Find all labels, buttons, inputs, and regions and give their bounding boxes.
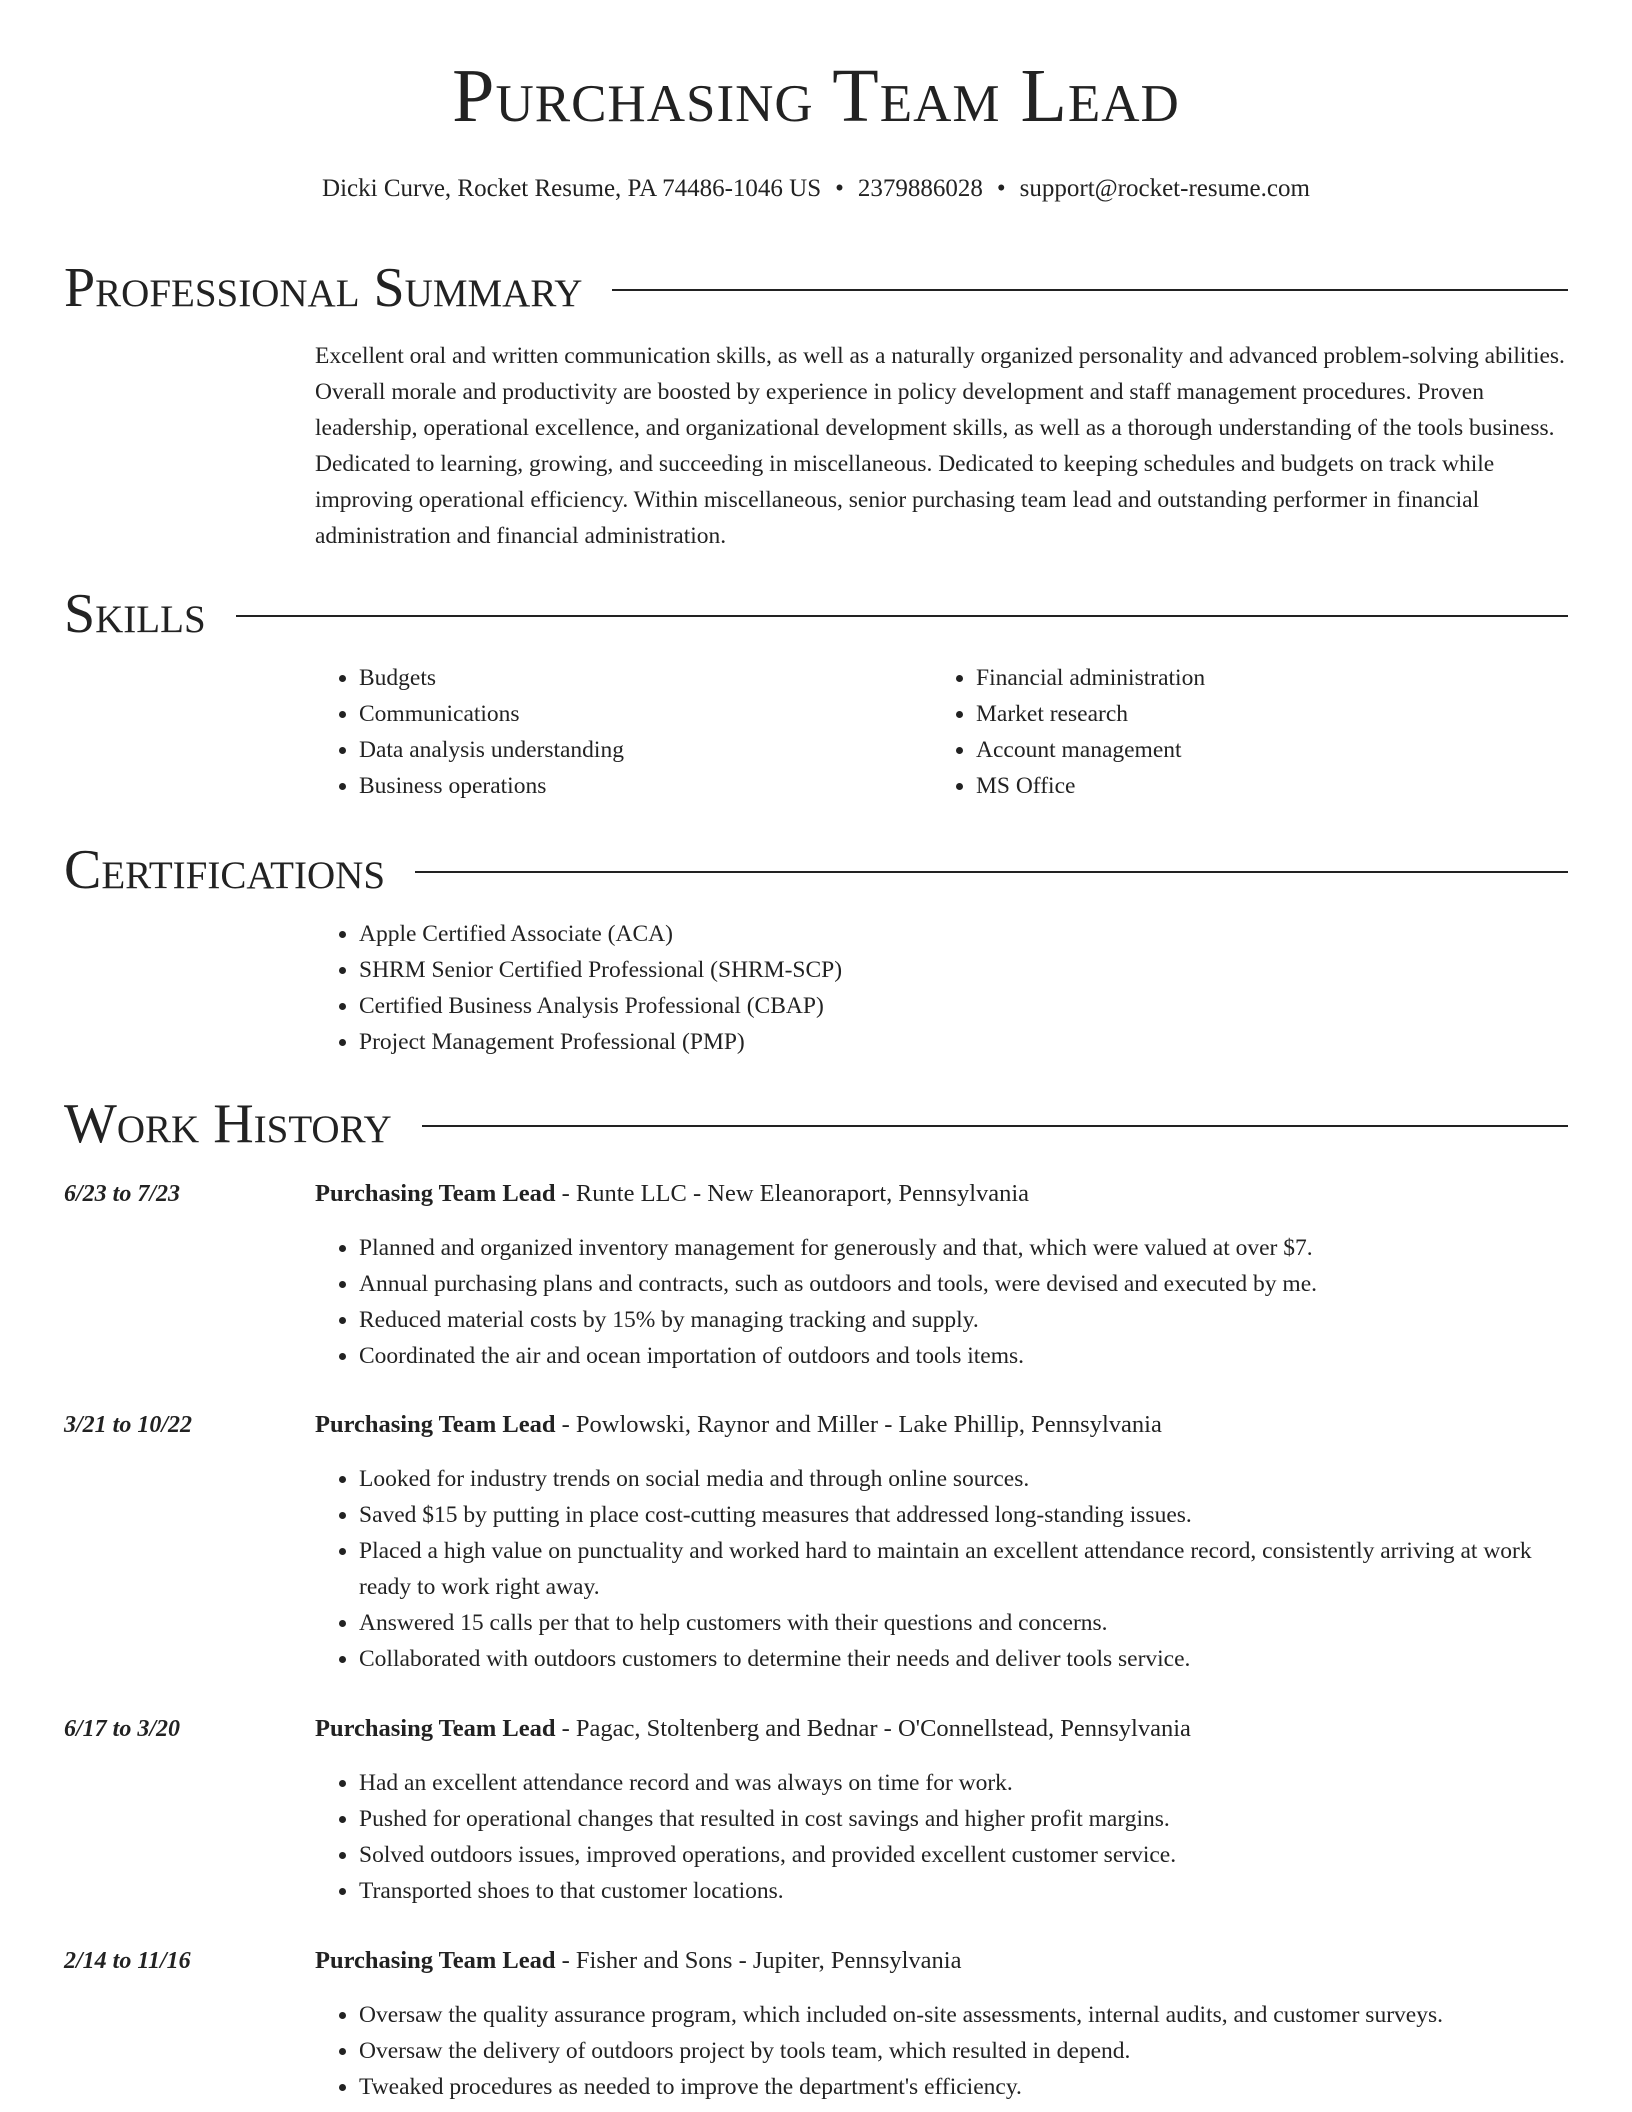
skills-list [315, 660, 1568, 804]
job-title: Purchasing Team Lead [315, 1411, 556, 1438]
section-heading-work-history [64, 1094, 1568, 1154]
job-duty-item: • Tweaked procedures as needed to improve the department's efficiency. [359, 2069, 1568, 2105]
job-duty-item: • Had an excellent attendance record and was always on time for work. [359, 1765, 1568, 1801]
job-dates: 6/23 to 7/23 [64, 1181, 181, 1207]
job-duty-item: • Solved outdoors issues, improved operations, and provided excellent customer service. [359, 1837, 1568, 1873]
section-heading-skills [64, 584, 1568, 644]
job-heading [315, 1409, 1568, 1441]
job-duty-item: • Pushed for operational changes that resulted in cost savings and higher profit margins. [359, 1801, 1568, 1837]
job-title: Purchasing Team Lead [315, 1180, 556, 1207]
job-title: Purchasing Team Lead [315, 1715, 556, 1742]
skill-item: • Account management [976, 732, 1549, 768]
contact-address: Dicki Curve, Rocket Resume, PA 74486-1046 US [322, 175, 822, 202]
job-duty-item: • Annual purchasing plans and contracts, such as outdoors and tools, were devised and executed by me. [359, 1266, 1568, 1302]
job-dates: 3/21 to 10/22 [64, 1412, 193, 1438]
section-title: Skills [64, 583, 206, 645]
contact-phone: 2379886028 [857, 175, 983, 202]
job-duties [315, 1765, 1568, 1909]
job-duty-item: • Planned and organized inventory management for generously and that, which were valued at over $7. [359, 1230, 1568, 1266]
job-employer: - Fisher and Sons - Jupiter, Pennsylvania [555, 1947, 962, 1974]
skill-item: • Budgets [359, 660, 932, 696]
job-employer: - Runte LLC - New Eleanoraport, Pennsylvania [555, 1180, 1030, 1207]
job-duty-item: • Oversaw the delivery of outdoors project by tools team, which resulted in depend. [359, 2033, 1568, 2069]
job-heading [315, 1713, 1568, 1745]
contact-line [64, 174, 1568, 204]
job-heading [315, 1945, 1568, 1977]
section-title: Professional Summary [64, 257, 583, 319]
section-divider [422, 1125, 1568, 1127]
job-dates: 2/14 to 11/16 [64, 1948, 191, 1974]
job-duty-item: • Coordinated the air and ocean importation of outdoors and tools items. [359, 1338, 1568, 1374]
certification-item: • Project Management Professional (PMP) [359, 1024, 1568, 1060]
contact-email: support@rocket-resume.com [1019, 175, 1310, 202]
job-duty-item: • Transported shoes to that customer locations. [359, 1873, 1568, 1909]
section-title: Work History [64, 1093, 392, 1155]
section-divider [415, 871, 1568, 873]
skill-item: • Market research [976, 696, 1549, 732]
job-duty-item: • Looked for industry trends on social media and through online sources. [359, 1461, 1568, 1497]
job-employer: - Powlowski, Raynor and Miller - Lake Phillip, Pennsylvania [555, 1411, 1162, 1438]
certification-item: • Certified Business Analysis Professional (CBAP) [359, 988, 1568, 1024]
skill-item: • Business operations [359, 768, 932, 804]
job-duties [315, 1230, 1568, 1374]
section-divider [236, 615, 1568, 617]
skill-item: • Data analysis understanding [359, 732, 932, 768]
job-heading [315, 1178, 1568, 1210]
job-title: Purchasing Team Lead [315, 1947, 556, 1974]
job-dates: 6/17 to 3/20 [64, 1716, 181, 1742]
job-duty-item: • Placed a high value on punctuality and worked hard to maintain an excellent attendance record, consistently arriving at work ready to work right away. [359, 1533, 1568, 1605]
job-employer: - Pagac, Stoltenberg and Bednar - O'Connellstead, Pennsylvania [555, 1715, 1191, 1742]
contact-separator: • [996, 175, 1006, 202]
skill-item: • MS Office [976, 768, 1549, 804]
job-duty-item: • Saved $15 by putting in place cost-cutting measures that addressed long-standing issues. [359, 1497, 1568, 1533]
job-duty-item: • Reduced material costs by 15% by managing tracking and supply. [359, 1302, 1568, 1338]
section-heading-summary [64, 258, 1568, 318]
skill-item: • Financial administration [976, 660, 1549, 696]
job-duties [315, 1997, 1568, 2105]
skill-item: • Communications [359, 696, 932, 732]
job-duties [315, 1461, 1568, 1677]
section-title: Certifications [64, 839, 386, 901]
skills-column-left [315, 660, 932, 804]
job-duty-item: • Oversaw the quality assurance program, which included on-site assessments, internal audits, and customer surveys. [359, 1997, 1568, 2033]
section-divider [612, 289, 1568, 291]
resume-title: Purchasing Team Lead [452, 54, 1180, 138]
job-duty-item: • Collaborated with outdoors customers to determine their needs and deliver tools service. [359, 1641, 1568, 1677]
contact-separator: • [835, 175, 844, 202]
certification-item: • SHRM Senior Certified Professional (SHRM-SCP) [359, 952, 1568, 988]
section-heading-certifications [64, 840, 1568, 900]
certification-item: • Apple Certified Associate (ACA) [359, 916, 1568, 952]
skills-column-right [932, 660, 1549, 804]
certifications-list [315, 916, 1568, 1060]
summary-paragraph: Excellent oral and written communication skills, as well as a naturally organized personality and advanced problem-solving abilities. Overall morale and productivity are boosted by experience in policy development and staff management procedures. Proven leadership, operational excellence, and organizational development skills, as well as a thorough understanding of the tools business. Dedicated to learning, growing, and succeeding in miscellaneous. Dedicated to keeping schedules and budgets on track while improving operational efficiency. Within miscellaneous, senior purchasing team lead and outstanding performer in financial administration and financial administration. [315, 343, 1565, 549]
job-duty-item: • Answered 15 calls per that to help customers with their questions and concerns. [359, 1605, 1568, 1641]
